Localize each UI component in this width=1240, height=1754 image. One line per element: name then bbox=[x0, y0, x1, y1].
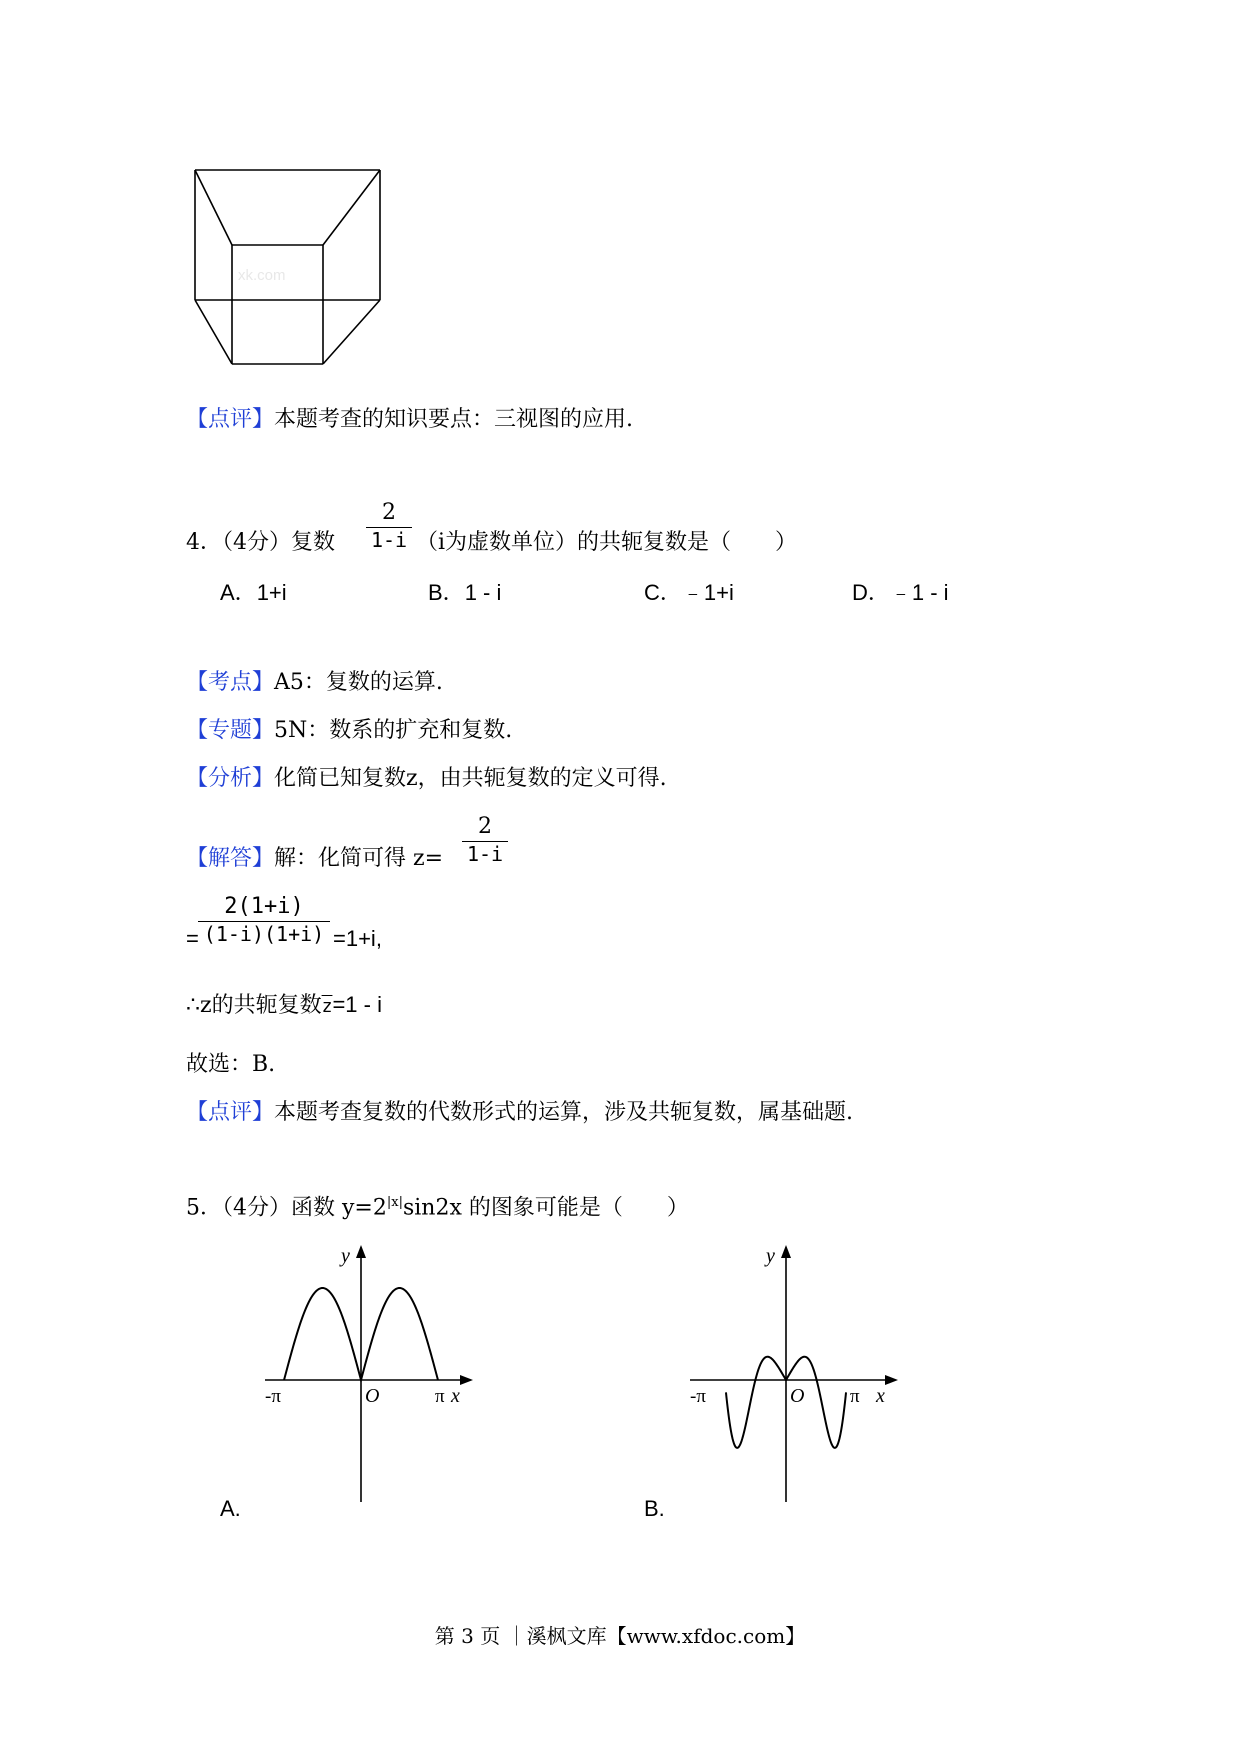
q4-stem-post: （i为虚数单位）的共轭复数是（ ） bbox=[416, 530, 798, 555]
fenxi-line: 【分析】化简已知复数z，由共轭复数的定义可得. bbox=[186, 766, 667, 791]
conj-line: ∴z的共轭复数$\overline{z}=1 - i$ bbox=[186, 992, 382, 1018]
frac-numerator: 2 bbox=[382, 500, 396, 525]
y-axis-label: y bbox=[766, 1245, 775, 1267]
q4-option-b: B．1 - i bbox=[428, 580, 502, 605]
x-axis-label: x bbox=[451, 1385, 460, 1407]
neg-pi-label: -π bbox=[265, 1386, 281, 1407]
q4-option-c: C．﹣1+i bbox=[644, 580, 734, 605]
step2-fraction: 2(1+i) (1-i)(1+i) bbox=[198, 896, 330, 944]
jieda-line: 【解答】解：化简可得 z= bbox=[186, 846, 444, 871]
watermark-text: xk.com bbox=[238, 267, 286, 284]
review-text: 本题考查的知识要点：三视图的应用. bbox=[274, 407, 634, 432]
neg-pi-label: -π bbox=[690, 1386, 706, 1407]
graph-b bbox=[680, 1240, 900, 1515]
q4-option-a: A．1+i bbox=[220, 580, 287, 605]
q4-stem-pre: 4．（4分）复数 bbox=[186, 530, 335, 555]
y-axis-label: y bbox=[341, 1245, 350, 1267]
x-axis-label: x bbox=[876, 1385, 885, 1407]
jieda-fraction: 2 1-i bbox=[462, 816, 508, 864]
q3-review bbox=[186, 409, 633, 431]
graph-a bbox=[255, 1240, 475, 1515]
pos-pi-label: π bbox=[850, 1386, 860, 1407]
zhuanti-line: 【专题】5N：数系的扩充和复数. bbox=[186, 718, 513, 743]
q4-fraction bbox=[366, 502, 412, 550]
pos-pi-label: π bbox=[435, 1386, 445, 1407]
step2-eq: = bbox=[186, 926, 199, 951]
three-view-figure bbox=[180, 160, 400, 380]
q4-option-d: D．﹣1 - i bbox=[852, 580, 949, 605]
kaodian-line: 【考点】A5：复数的运算. bbox=[186, 670, 443, 695]
page-footer: 第 3 页 ｜溪枫文库【www.xfdoc.com】 bbox=[434, 1624, 806, 1648]
origin-label: O bbox=[365, 1385, 380, 1407]
q5-stem: 5．（4分）函数 $y=2^{|x|}\sin 2x$ 的图象可能是（ ） bbox=[186, 1195, 689, 1221]
graph-b-letter: B. bbox=[644, 1496, 665, 1521]
origin-label: O bbox=[790, 1385, 805, 1407]
step2-tail: =1+i, bbox=[333, 926, 382, 951]
graph-a-letter: A. bbox=[220, 1496, 241, 1521]
q4-review-line: 【点评】本题考查复数的代数形式的运算，涉及共轭复数，属基础题. bbox=[186, 1100, 854, 1125]
frac-denominator: 1-i bbox=[370, 528, 408, 552]
guxuan-line: 故选：B. bbox=[186, 1052, 276, 1077]
review-tag: 【点评】 bbox=[186, 407, 275, 432]
